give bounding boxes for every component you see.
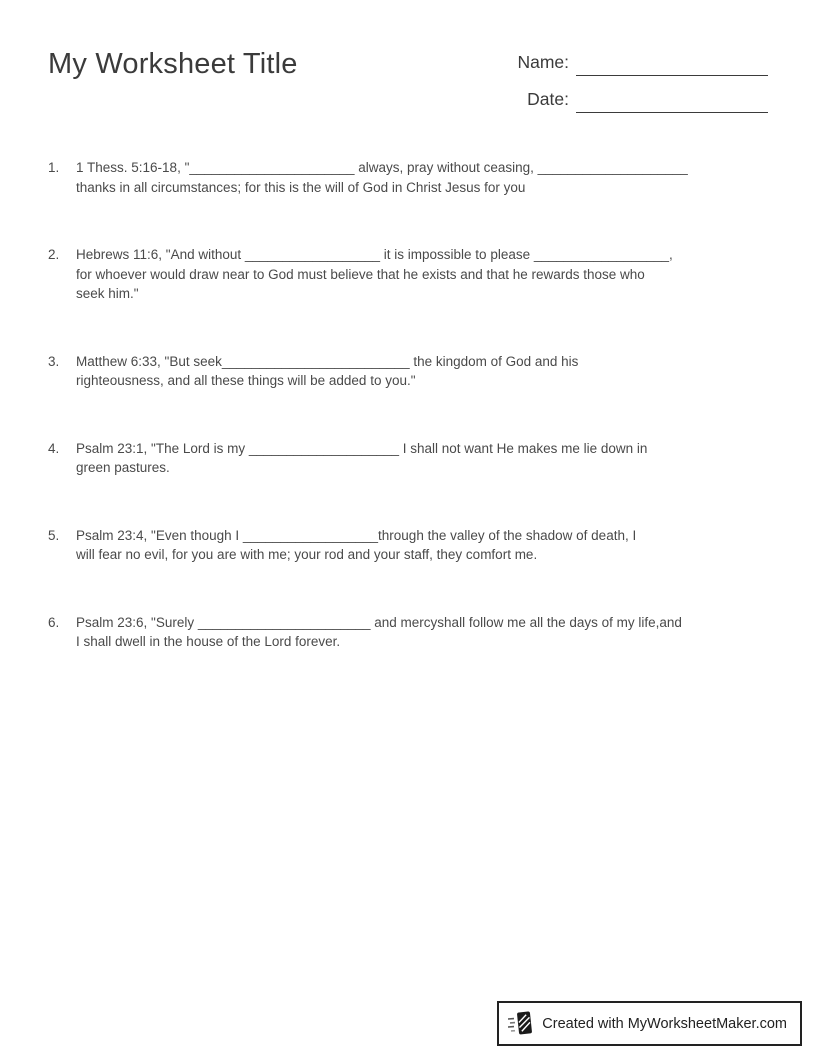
question-line: green pastures. <box>76 460 170 475</box>
question-row <box>48 439 768 478</box>
question-row <box>48 245 768 304</box>
page-title: My Worksheet Title <box>48 48 298 80</box>
question-list <box>48 158 768 652</box>
question-line: Matthew 6:33, "But seek_________________________ the kingdom of God and his <box>76 353 579 369</box>
question-text <box>76 526 768 565</box>
question-row <box>48 352 768 391</box>
name-label: Name: <box>517 52 569 72</box>
question-number: 6. <box>48 614 60 630</box>
question-line: Psalm 23:6, "Surely _______________________ and mercyshall follow me all the days of my life,and <box>76 614 682 630</box>
question-row <box>48 158 768 197</box>
name-blank-line <box>576 49 768 76</box>
question-line: for whoever would draw near to God must believe that he exists and that he rewards those who <box>76 266 645 282</box>
name-date-fields <box>517 46 768 113</box>
question-line: righteousness, and all these things will be added to you." <box>76 373 416 388</box>
credit-badge[interactable] <box>497 1001 802 1046</box>
question-line: 1 Thess. 5:16-18, "______________________ always, pray without ceasing, ____________________ <box>76 160 688 175</box>
question-number: 5. <box>48 527 60 543</box>
date-field-row <box>517 85 768 113</box>
question-row <box>48 613 768 652</box>
question-line: Hebrews 11:6, "And without __________________ it is impossible to please __________________, <box>76 247 673 262</box>
question-text <box>76 613 768 652</box>
question-number: 1. <box>48 160 60 175</box>
credit-text: Created with MyWorksheetMaker.com <box>542 1015 787 1032</box>
question-number: 3. <box>48 353 60 369</box>
question-line: seek him." <box>76 286 139 301</box>
question-line: Psalm 23:1, "The Lord is my ____________________ I shall not want He makes me lie down in <box>76 440 648 456</box>
question-text <box>76 158 768 197</box>
question-row <box>48 526 768 565</box>
question-line: Psalm 23:4, "Even though I __________________through the valley of the shadow of death, I <box>76 527 637 543</box>
date-blank-line <box>576 86 768 113</box>
question-text <box>76 245 768 304</box>
question-line: thanks in all circumstances; for this is the will of God in Christ Jesus for you <box>76 179 526 195</box>
name-field-row <box>517 48 768 76</box>
question-number: 2. <box>48 247 60 262</box>
question-number: 4. <box>48 440 60 456</box>
header <box>48 46 768 113</box>
flying-worksheet-icon <box>508 1010 534 1037</box>
date-label: Date: <box>527 89 569 109</box>
question-text <box>76 439 768 478</box>
question-text <box>76 352 768 391</box>
question-line: will fear no evil, for you are with me; your rod and your staff, they comfort me. <box>76 547 538 562</box>
question-line: I shall dwell in the house of the Lord forever. <box>76 634 341 649</box>
